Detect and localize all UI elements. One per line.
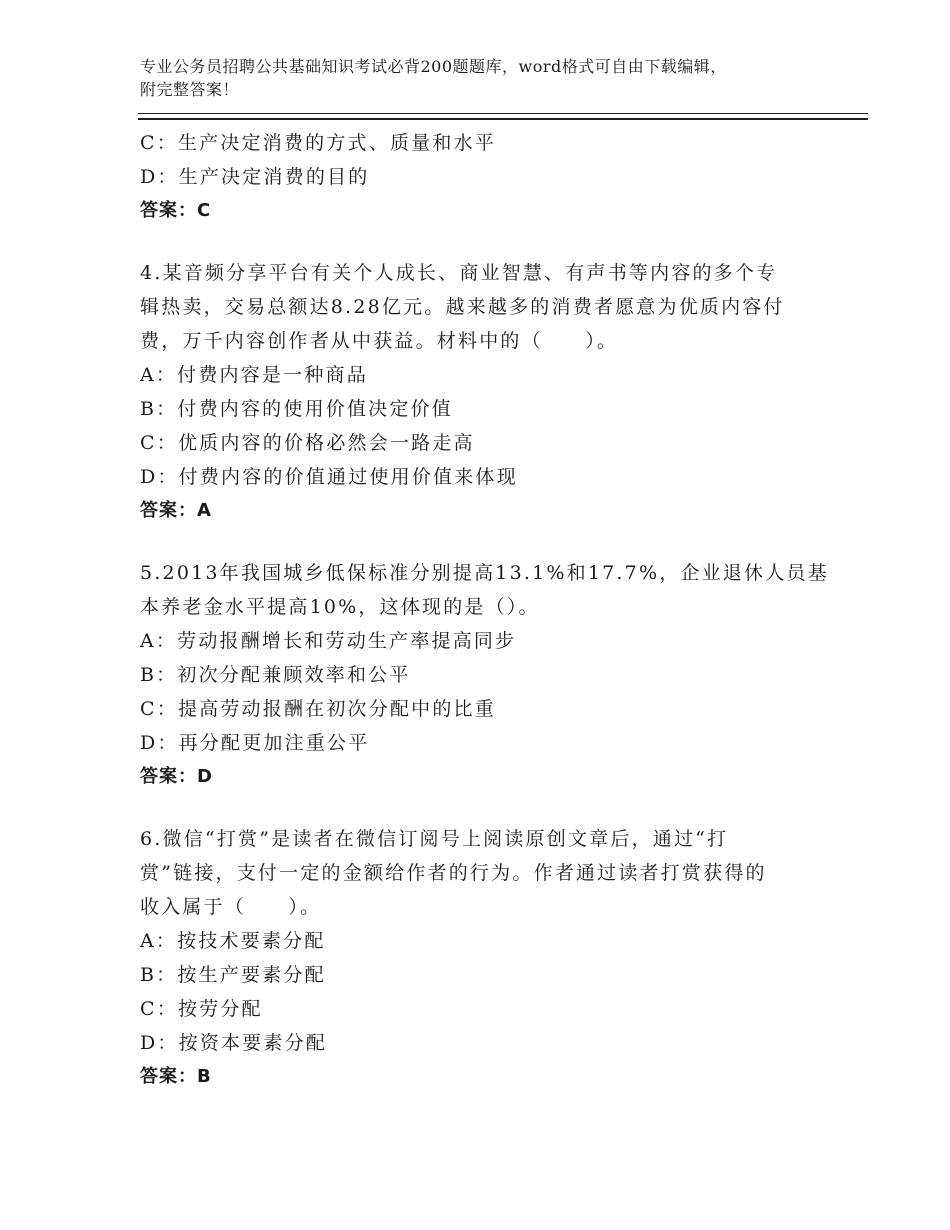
option-c: C：生产决定消费的方式、质量和水平 xyxy=(140,132,496,154)
question-5 xyxy=(140,556,868,794)
option-a: A：按技术要素分配 xyxy=(140,930,326,952)
option-b: B：按生产要素分配 xyxy=(140,964,326,986)
option-b: B：初次分配兼顾效率和公平 xyxy=(140,664,411,686)
answer-line: 答案：B xyxy=(140,1066,212,1087)
question-stem: 本养老金水平提高10%，这体现的是（）。 xyxy=(140,596,540,618)
question-stem: 赏”链接，支付一定的金额给作者的行为。作者通过读者打赏获得的 xyxy=(140,862,767,884)
question-stem: 6.微信“打赏”是读者在微信订阅号上阅读原创文章后，通过“打 xyxy=(140,828,729,850)
option-d: D：按资本要素分配 xyxy=(140,1032,328,1054)
answer-line: 答案：D xyxy=(140,766,213,787)
header-divider xyxy=(138,113,868,120)
header-line: 附完整答案！ xyxy=(140,80,240,99)
option-a: A：付费内容是一种商品 xyxy=(140,364,368,386)
question-stem: 收入属于（ ）。 xyxy=(140,896,322,918)
option-c: C：提高劳动报酬在初次分配中的比重 xyxy=(140,698,496,720)
option-d: D：再分配更加注重公平 xyxy=(140,732,370,754)
question-stem: 辑热卖，交易总额达8.28亿元。越来越多的消费者愿意为优质内容付 xyxy=(140,296,785,318)
header-line: 专业公务员招聘公共基础知识考试必背200题题库，word格式可自由下载编辑， xyxy=(140,57,727,76)
option-a: A：劳动报酬增长和劳动生产率提高同步 xyxy=(140,630,517,652)
question-continued xyxy=(140,126,868,228)
question-stem: 5.2013年我国城乡低保标准分别提高13.1%和17.7%，企业退休人员基 xyxy=(140,562,829,584)
question-6 xyxy=(140,822,868,1094)
page-header xyxy=(140,55,868,101)
document-page xyxy=(140,55,868,1094)
option-b: B：付费内容的使用价值决定价值 xyxy=(140,398,453,420)
question-stem: 4.某音频分享平台有关个人成长、商业智慧、有声书等内容的多个专 xyxy=(140,262,778,284)
question-stem: 费，万千内容创作者从中获益。材料中的（ ）。 xyxy=(140,330,619,352)
option-d: D：付费内容的价值通过使用价值来体现 xyxy=(140,466,518,488)
option-c: C：优质内容的价格必然会一路走高 xyxy=(140,432,475,454)
option-d: D：生产决定消费的目的 xyxy=(140,166,370,188)
question-4 xyxy=(140,256,868,528)
answer-line: 答案：A xyxy=(140,500,212,521)
option-c: C：按劳分配 xyxy=(140,998,263,1020)
answer-line: 答案：C xyxy=(140,200,212,221)
